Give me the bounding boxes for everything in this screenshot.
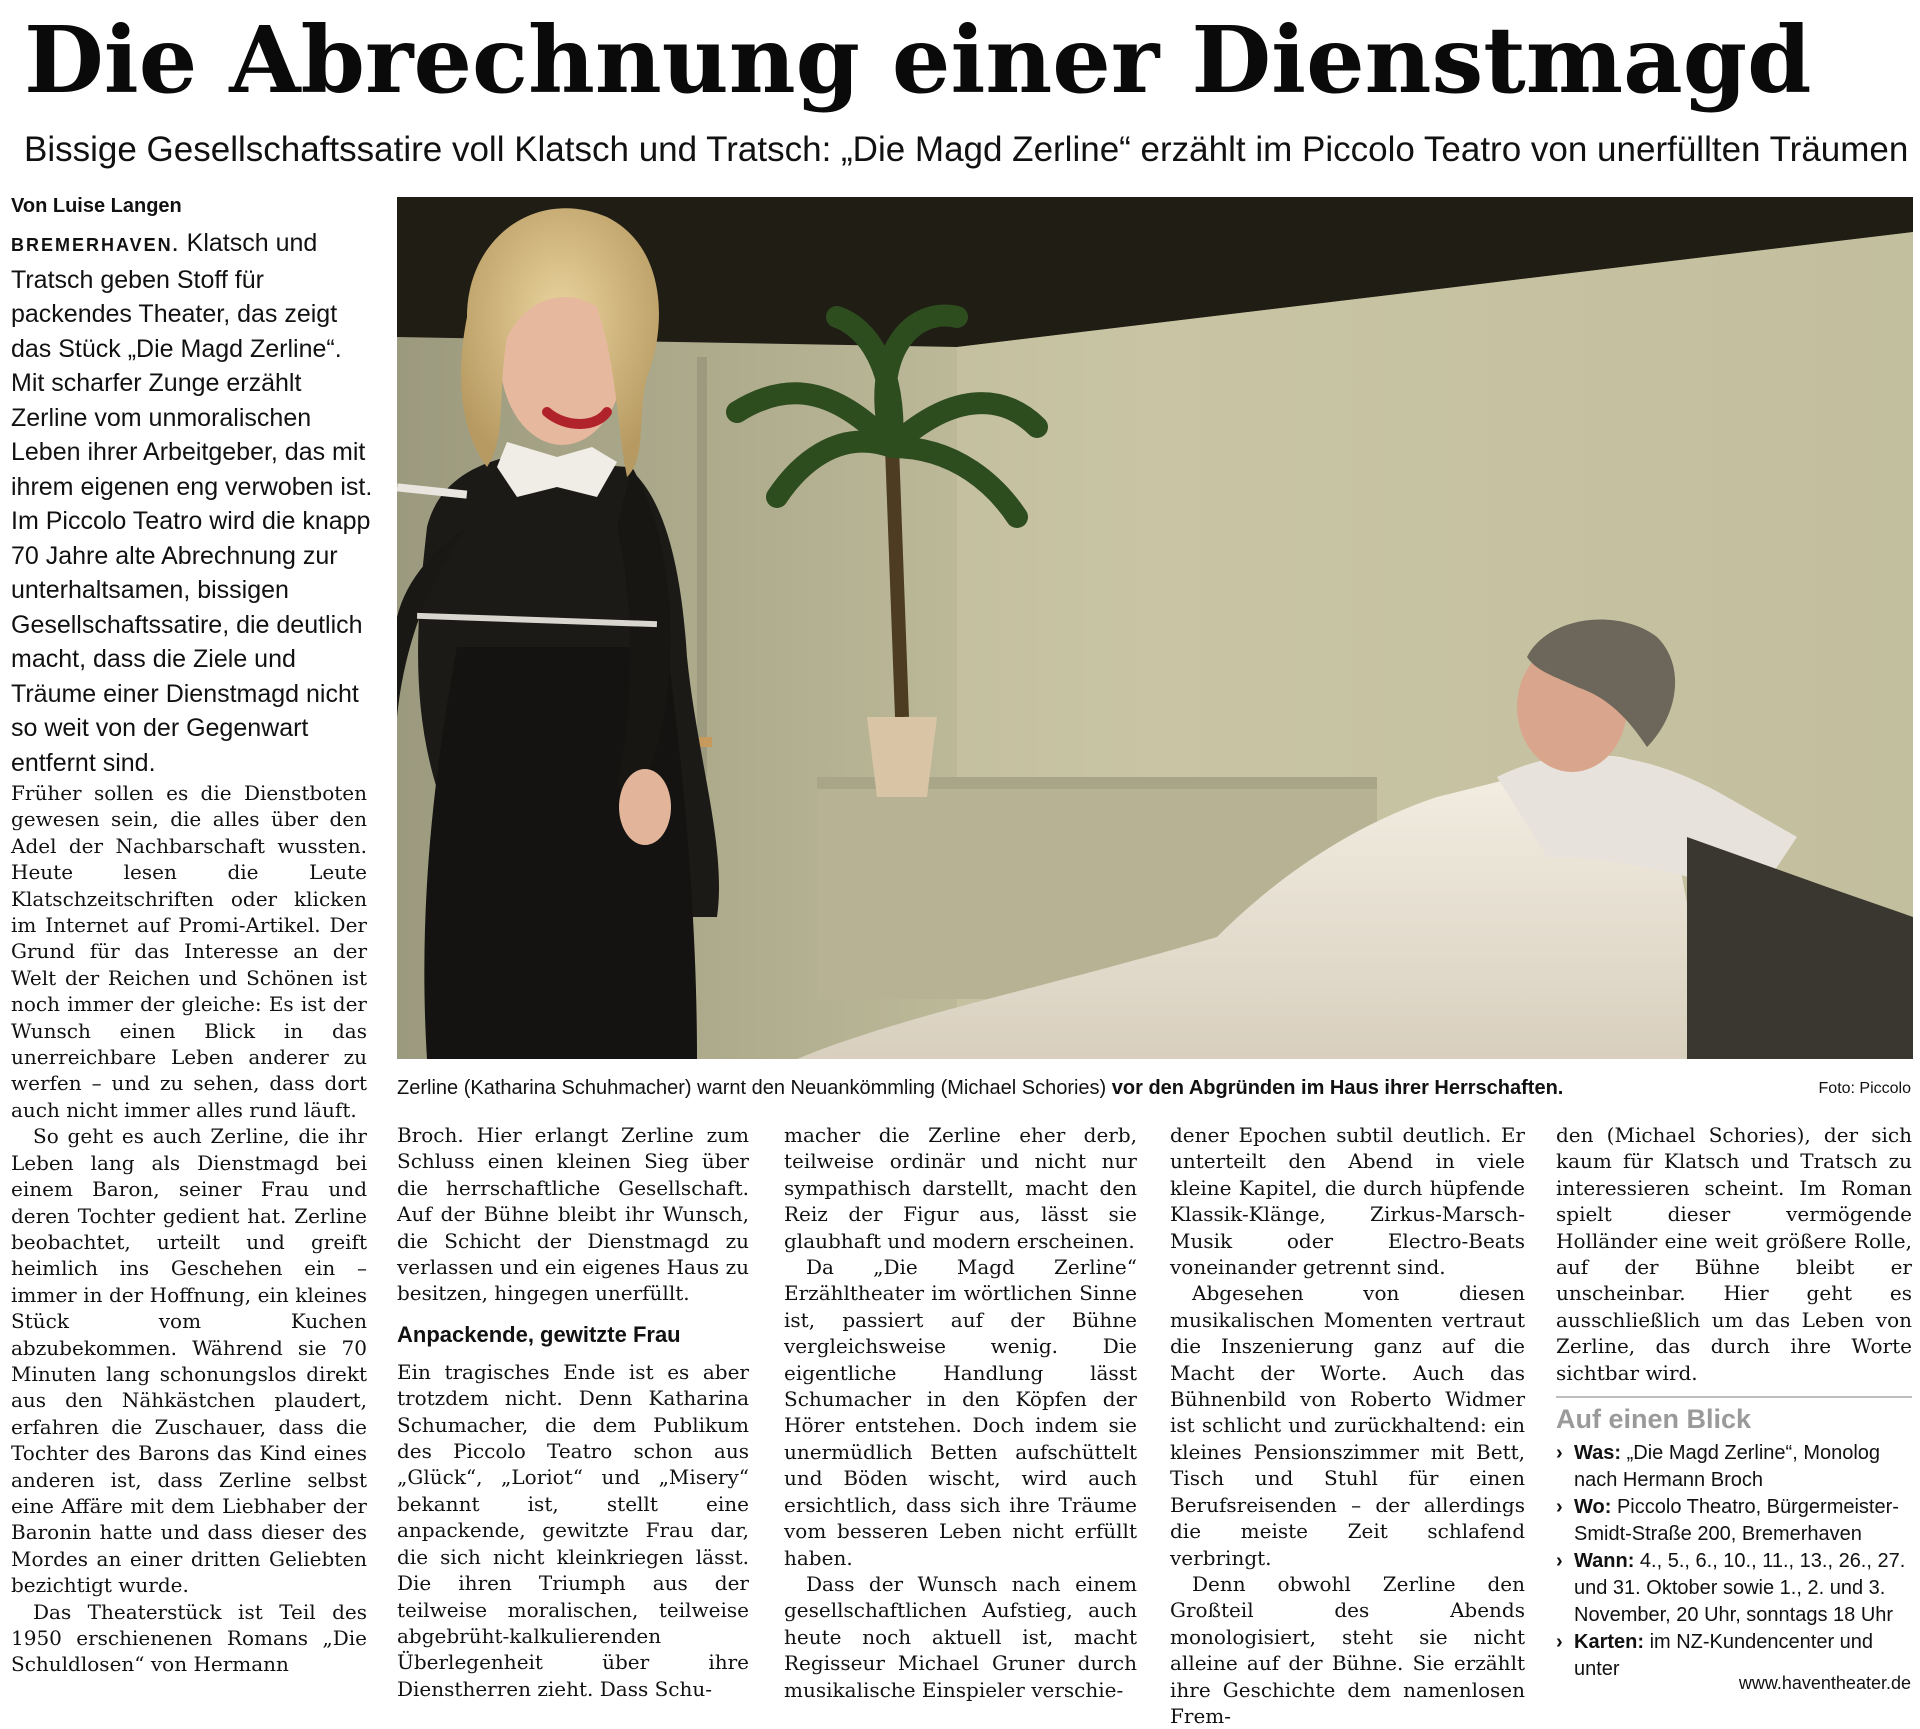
paragraph: Früher sollen es die Dienstboten gewesen sein, die alles über den Adel der Nachbarschaft wussten. Heute lesen die Leute Klatschzeitschriften oder klicken im Internet auf Promi-Artikel. Der Grund für das Interesse an der Welt der Reichen und Schönen ist noch immer der gleiche: Es ist der Wunsch einen Blick in das unerreichbare Leben anderer zu werfen – und zu sehen, dass dort auch nicht immer alles rund läuft. (11, 781, 367, 1122)
infobox-label: Wo: (1574, 1496, 1612, 1518)
infobox-text: 4., 5., 6., 10., 11., 13., 26., 27. und 31. Oktober sowie 1., 2. und 3. November, 20 Uhr, sonntags 18 Uhr (1574, 1550, 1906, 1626)
infobox-label: Karten: (1574, 1631, 1645, 1653)
photo-credit: Foto: Piccolo (1818, 1080, 1911, 1097)
article-column-5 (1556, 1122, 1912, 1386)
paragraph: Denn obwohl Zerline den Großteil des Abends monologisiert, steht sie nicht alleine auf der Bühne. Sie erzählt ihre Geschichte dem namenlosen Frem- (1170, 1571, 1525, 1728)
lead-text: Klatsch und Tratsch geben Stoff für packendes Theater, das zeigt das Stück „Die Magd Zerline“. Mit scharfer Zunge erzählt Zerline vom unmoralischen Leben ihrer Arbeitgeber, das mit ihrem eigenen eng verwoben ist. Im Piccolo Teatro wird die knapp 70 Jahre alte Abrechnung zur unterhaltsamen, bissigen Gesellschaftssatire, die deutlich macht, dass die Ziele und Träume einer Dienstmagd nicht so weit von der Gegenwart entfernt sind. (11, 229, 373, 777)
dateline: BREMERHAVEN. (11, 235, 180, 255)
paragraph: Broch. Hier erlangt Zerline zum Schluss einen kleinen Sieg über die herrschaftliche Gesellschaft. Auf der Bühne bleibt ihr Wunsch, die Schicht der Dienstmagd zu verlassen und ein eigenes Haus zu besitzen, hingegen unerfüllt. (397, 1123, 749, 1306)
infobox-title: Auf einen Blick (1556, 1404, 1752, 1434)
subheadline: Bissige Gesellschaftssatire voll Klatsch und Tratsch: „Die Magd Zerline“ erzählt im Piccolo Teatro von unerfüllten Träumen (24, 130, 1909, 169)
paragraph: Dass der Wunsch nach einem gesellschaftlichen Aufstieg, auch heute noch aktuell ist, macht Regisseur Michael Gruner durch musikalische Einspieler verschie- (784, 1571, 1137, 1702)
paragraph: So geht es auch Zerline, die ihr Leben lang als Dienstmagd bei einem Baron, seiner Frau und deren Tochter gedient hat. Zerline beobachtet, urteilt und greift heimlich ins Geschehen ein – immer in der Hoffnung, ein kleines Stück vom Kuchen abzubekommen. Während sie 70 Minuten lang schonungslos direkt aus den Nähkästchen plaudert, erfahren die Zuschauer, dass die Tochter des Barons das Kind eines anderen ist, dass Zerline selbst eine Affäre mit dem Liebhaber der Baronin hatte und dass dieser des Mordes an einer dritten Geliebten bezichtigt wurde. (11, 1124, 367, 1598)
byline: Von Luise Langen (11, 195, 182, 217)
caption-plain: Zerline (Katharina Schuhmacher) warnt den Neuankömmling (Michael Schories) (397, 1077, 1107, 1099)
article-column-3 (784, 1122, 1137, 1703)
ticket-url[interactable]: www.haventheater.de (1738, 1673, 1911, 1693)
section-subhead: Anpackende, gewitzte Frau (397, 1321, 681, 1347)
infobox-label: Wann: (1574, 1550, 1635, 1572)
paragraph: Das Theaterstück ist Teil des 1950 erschienenen Romans „Die Schuldlosen“ von Hermann (11, 1599, 367, 1677)
headline: Die Abrechnung einer Dienstmagd (24, 6, 1812, 114)
infobox-item (1556, 1440, 1916, 1494)
paragraph: Ein tragisches Ende ist es aber trotzdem nicht. Denn Katharina Schumacher, die dem Publikum des Piccolo Teatro schon aus „Glück“, „Loriot“ und „Misery“ bekannt ist, stellt eine anpackende, gewitzte Frau dar, die sich nicht kleinkriegen lässt. Die ihren Triumph aus der teilweise moralischen, teilweise abgebrüht-kalkulierenden Überlegenheit über ihre Dienstherren zieht. Dass Schu- (397, 1359, 749, 1701)
paragraph: Abgesehen von diesen musikalischen Momenten vertraut die Inszenierung ganz auf die Macht der Worte. Auch das Bühnenbild von Roberto Widmer ist schlicht und zurückhaltend: ein kleines Pensionszimmer mit Bett, Tisch und Stuhl für einen Berufsreisenden – der allerdings die meiste Zeit schlafend verbringt. (1170, 1281, 1525, 1570)
infobox-item (1556, 1494, 1916, 1548)
stage-photo-illustration (397, 197, 1913, 1059)
paragraph: macher die Zerline eher derb, teilweise ordinär und nicht nur sympathisch darstellt, macht den Reiz der Figur aus, lässt sie glaubhaft und modern erscheinen. (784, 1123, 1137, 1253)
infobox-list (1556, 1440, 1916, 1683)
article-column-2 (397, 1122, 749, 1702)
article-column-4 (1170, 1122, 1525, 1729)
infobox-label: Was: (1574, 1442, 1622, 1464)
article-column-1 (11, 780, 367, 1678)
paragraph: dener Epochen subtil deutlich. Er unterteilt den Abend in viele kleine Kapitel, die durch hüpfende Klassik-Klänge, Zirkus-Marsch-Musik oder Electro-Beats voneinander getrennt sind. (1170, 1123, 1525, 1280)
infobox-item (1556, 1548, 1916, 1629)
photo-caption (397, 1075, 1697, 1101)
caption-bold: vor den Abgründen im Haus ihrer Herrschaften (1111, 1077, 1558, 1099)
infobox-text: „Die Magd Zerline“, Monolog nach Hermann Broch (1574, 1442, 1881, 1491)
paragraph: Da „Die Magd Zerline“ Erzähltheater im wörtlichen Sinne ist, passiert auf der Bühne vergleichsweise wenig. Die eigentliche Handlung lässt Schumacher in den Köpfen der Hörer entstehen. Doch indem sie unermüdlich Betten aufschüttelt und Böden wischt, wird auch ersichtlich, dass sich ihre Träume vom besseren Leben nicht erfüllt haben. (784, 1255, 1137, 1570)
lead-paragraph (11, 226, 377, 780)
infobox-rule (1556, 1396, 1912, 1398)
stage-photo (397, 197, 1913, 1059)
infobox-text: im NZ-Kundencenter und unter (1574, 1631, 1874, 1680)
infobox-text: Piccolo Theatro, Bürgermeister-Smidt-Straße 200, Bremerhaven (1574, 1496, 1899, 1545)
caption-end: . (1557, 1077, 1564, 1099)
paragraph: den (Michael Schories), der sich kaum für Klatsch und Tratsch zu interessieren scheint. Im Roman spielt dieser vermögende Holländer eine weit größere Rolle, auf der Bühne bleibt er unscheinbar. Hier geht es ausschließlich um das Leben von Zerline, das durch ihre Worte sichtbar wird. (1556, 1123, 1912, 1385)
